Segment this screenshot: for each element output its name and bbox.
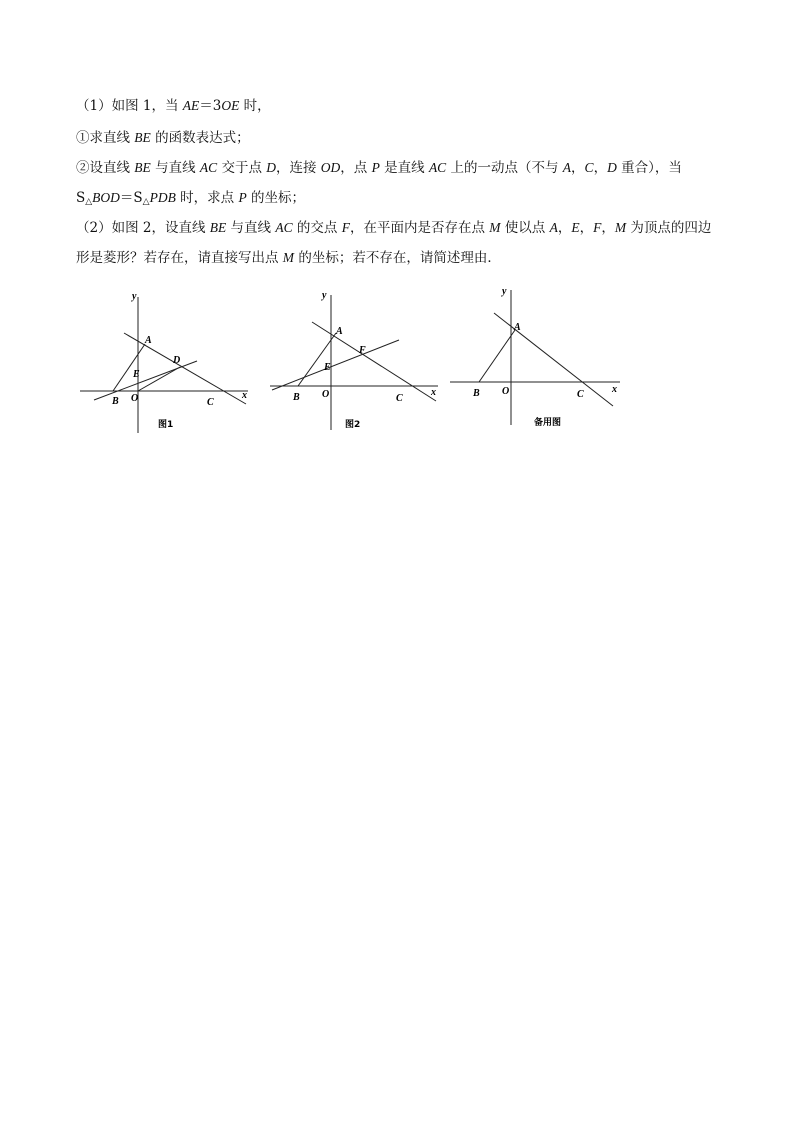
point-e-label: E xyxy=(133,369,140,380)
point-b-label: B xyxy=(293,392,300,403)
segment-ab xyxy=(298,333,336,386)
segment-ab xyxy=(113,344,145,391)
line-ac xyxy=(494,313,613,406)
point-b-label: B xyxy=(473,388,480,399)
question-line-4: $S_\triangle BOD=S_\triangle PDB$ 时，求点 P 的坐标； xyxy=(76,190,305,207)
figure-1 xyxy=(76,285,256,435)
question-line-3: ②设直线 BE 与直线 AC 交于点 D，连接 OD，点 P 是直线 AC 上的一动点（不与 A，C，D 重合），当 xyxy=(76,160,682,176)
line-be xyxy=(94,361,197,400)
segment-ab xyxy=(479,330,515,382)
origin-label: O xyxy=(502,386,510,397)
figure-2-caption: 图2 xyxy=(345,420,361,430)
point-c-label: C xyxy=(207,397,214,408)
figure-spare-caption: 备用图 xyxy=(534,418,562,428)
x-label: x xyxy=(612,384,617,395)
question-line-6: 形是菱形？若存在，请直接写出点 M 的坐标；若不存在，请简述理由． xyxy=(76,250,501,266)
segment-od xyxy=(138,367,180,391)
origin-label: O xyxy=(322,389,330,400)
point-d-label: D xyxy=(173,355,181,366)
line-ac xyxy=(124,333,246,404)
figure-2 xyxy=(266,285,446,435)
point-b-label: B xyxy=(112,396,119,407)
y-label: y xyxy=(502,286,507,297)
question-line-2: ①求直线 BE 的函数表达式； xyxy=(76,130,250,146)
point-a-label: A xyxy=(514,322,521,333)
point-c-label: C xyxy=(577,389,584,400)
y-label: y xyxy=(322,290,327,301)
x-label: x xyxy=(242,390,247,401)
x-label: x xyxy=(431,387,436,398)
point-a-label: A xyxy=(145,335,152,346)
figure-spare xyxy=(448,285,628,435)
question-line-1: （1）如图 1，当 AE＝3OE 时， xyxy=(76,98,271,114)
point-a-label: A xyxy=(336,326,343,337)
point-e-label: E xyxy=(324,362,331,373)
point-c-label: C xyxy=(396,393,403,404)
origin-label: O xyxy=(131,393,139,404)
y-label: y xyxy=(132,291,137,302)
figure-1-caption: 图1 xyxy=(158,420,174,430)
question-line-5: （2）如图 2，设直线 BE 与直线 AC 的交点 F，在平面内是否存在点 M 使以点 A，E，F，M 为顶点的四边 xyxy=(76,220,712,236)
point-f-label: F xyxy=(359,345,366,356)
